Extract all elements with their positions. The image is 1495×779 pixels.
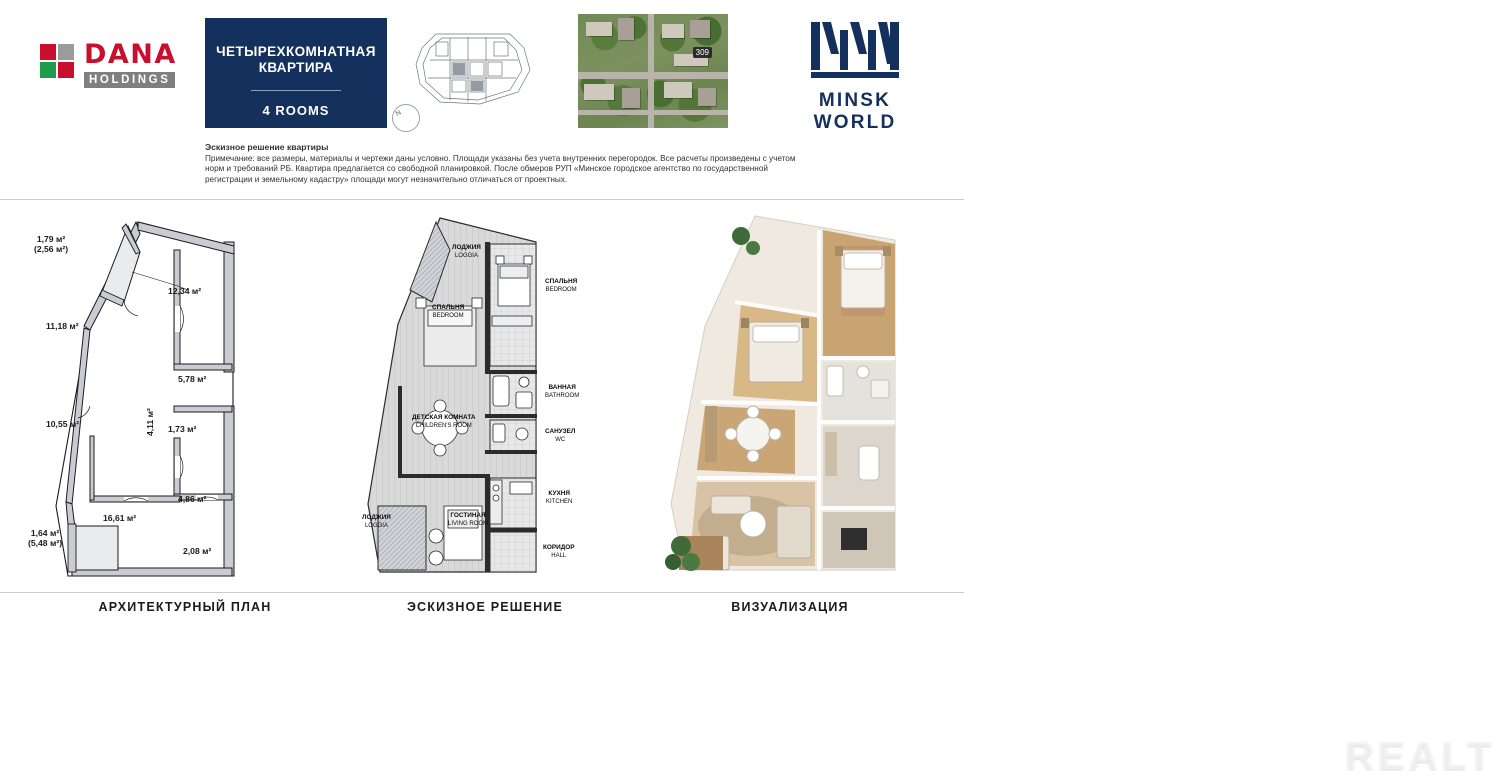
room-label-loggia-bottom: ЛОДЖИЯ LOGGIA xyxy=(362,514,391,529)
area-bedroom-left: 11,18 м² xyxy=(46,321,79,331)
room-label-wc: САНУЗЕЛ WC xyxy=(545,428,576,443)
north-compass-icon xyxy=(392,104,420,132)
area-loggia-bottom: 1,64 м² (5,48 м²) xyxy=(28,528,63,548)
apartment-title-block xyxy=(205,18,387,128)
dana-squares-icon xyxy=(40,44,76,80)
area-bathroom: 5,78 м² xyxy=(178,374,207,384)
note-title: Эскизное решение квартиры xyxy=(205,142,329,152)
dana-subtitle-text: HOLDINGS xyxy=(84,72,175,88)
north-label: N xyxy=(394,109,403,118)
disclaimer-note xyxy=(205,142,805,185)
title-line-2: КВАРТИРА xyxy=(258,60,334,75)
title-line-1: ЧЕТЫРЕХКОМНАТНАЯ xyxy=(216,44,376,59)
sketch-solution-panel xyxy=(340,206,630,586)
room-label-bathroom: ВАННАЯ BATHROOM xyxy=(545,384,580,399)
room-label-living: ГОСТИНАЯ LIVING ROOM xyxy=(448,512,489,527)
area-loggia-top: 1,79 м² (2,56 м²) xyxy=(34,234,69,254)
room-label-hall: КОРИДОР HALL xyxy=(543,544,575,559)
header-divider xyxy=(0,199,964,200)
area-children: 10,55 м² xyxy=(46,419,80,429)
caption-visualization: ВИЗУАЛИЗАЦИЯ xyxy=(731,600,849,614)
room-label-children: ДЕТСКАЯ КОМНАТА CHILDREN'S ROOM xyxy=(412,414,476,429)
room-label-bedroom-left: СПАЛЬНЯ BEDROOM xyxy=(432,304,465,319)
area-bedroom-right: 12,34 м² xyxy=(168,286,202,296)
area-kitchen: 4,86 м² xyxy=(178,494,207,504)
dana-holdings-logo xyxy=(40,40,200,102)
title-line-3: 4 ROOMS xyxy=(262,103,330,118)
title-divider xyxy=(251,90,341,91)
room-label-bedroom-right: СПАЛЬНЯ BEDROOM xyxy=(545,278,578,293)
note-body: Примечание: все размеры, материалы и чертежи даны условно. Площади указаны без учета внутренних перегородок. Все расчеты произведены с учетом норм и требований РБ. Квартира предлагается со свободной планировкой. После обмеров РУП «Минское городское агентство по государственной регистрации и земельному кадастру» площади могут незначительно отличаться от проектных. xyxy=(205,154,796,184)
footer-divider xyxy=(0,592,964,593)
area-wc: 1,73 м² xyxy=(168,424,197,434)
building-key-plan xyxy=(406,26,538,110)
satellite-marker-badge: 309 xyxy=(693,47,712,58)
area-living: 16,61 м² xyxy=(103,513,137,523)
document-header xyxy=(0,0,964,198)
caption-sketch-solution: ЭСКИЗНОЕ РЕШЕНИЕ xyxy=(406,600,564,614)
area-corridor: 4,11 м² xyxy=(145,408,155,436)
room-label-loggia-top: ЛОДЖИЯ LOGGIA xyxy=(452,244,481,259)
architectural-plan-panel xyxy=(28,206,328,586)
dana-brand-text: DANA xyxy=(84,39,177,70)
site-satellite-image xyxy=(578,14,728,128)
area-hall: 2,08 м² xyxy=(183,546,212,556)
minsk-world-logo xyxy=(775,20,935,133)
realt-watermark: REALT xyxy=(1345,734,1495,778)
caption-architectural-plan: АРХИТЕКТУРНЫЙ ПЛАН xyxy=(98,600,272,614)
room-label-kitchen: КУХНЯ KITCHEN xyxy=(546,490,573,505)
mw-monogram-icon xyxy=(809,20,901,82)
minsk-world-name: MINSK WORLD xyxy=(813,90,897,133)
